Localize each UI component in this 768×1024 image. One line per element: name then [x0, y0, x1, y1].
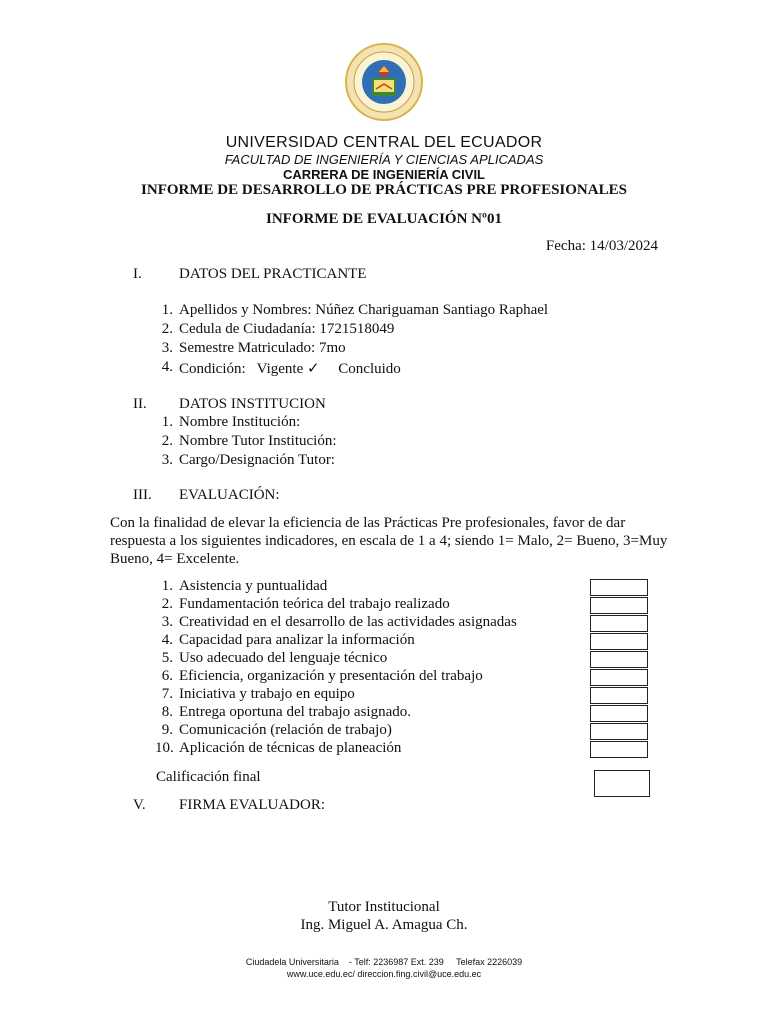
footer-address: Ciudadela Universitaria - Telf: 2236987 Ext. 239 Telefax 2226039	[245, 957, 523, 967]
section-2-heading	[133, 396, 633, 414]
section-2-number: II.	[133, 396, 147, 412]
evaluation-criteria-list: 1. Asistencia y puntualidad 2. Fundamentación teórica del trabajo realizado 3. Creatividad en el desarrollo de las actividades asignadas 4. Capacidad para analizar la información 5. Uso adecuado del lenguaje técnico 6. Eficiencia, organización y presentación del trabajo 7. Iniciativa y trabajo en equipo 8. Entrega oportuna del trabajo asignado. 9. Comunicación (relación de trabajo) 10. Aplicación de técnicas de planeación	[155, 578, 517, 756]
section-3-number: III.	[133, 487, 152, 503]
signature-name: Ing. Miguel A. Amagua Ch.	[300, 917, 468, 933]
faculty-name: FACULTAD DE INGENIERÍA Y CIENCIAS APLICADAS	[224, 152, 544, 167]
score-box-1[interactable]	[590, 579, 648, 596]
footer-contact: www.uce.edu.ec/ direccion.fing.civil@uce.edu.ec	[286, 969, 482, 979]
score-box-10[interactable]	[590, 741, 648, 758]
section-1-number: I.	[133, 266, 142, 282]
section-5-title: FIRMA EVALUADOR:	[179, 797, 325, 813]
career-name: CARRERA DE INGENIERÍA CIVIL	[283, 167, 485, 182]
section-5-heading	[133, 797, 633, 815]
score-box-8[interactable]	[590, 705, 648, 722]
section-1-title: DATOS DEL PRACTICANTE	[179, 266, 367, 282]
evaluation-title: INFORME DE EVALUACIÓN Nº01	[266, 211, 502, 227]
report-date: Fecha: 14/03/2024	[545, 238, 658, 254]
score-box-6[interactable]	[590, 669, 648, 686]
section-2-title: DATOS INSTITUCION	[179, 396, 326, 412]
score-box-3[interactable]	[590, 615, 648, 632]
section-3-title: EVALUACIÓN:	[179, 487, 280, 503]
signature-role: Tutor Institucional	[328, 899, 440, 915]
score-box-2[interactable]	[590, 597, 648, 614]
institucion-list: 1. Nombre Institución: 2. Nombre Tutor Institución: 3. Cargo/Designación Tutor:	[161, 414, 337, 468]
score-box-4[interactable]	[590, 633, 648, 650]
score-box-9[interactable]	[590, 723, 648, 740]
university-seal-logo	[343, 42, 425, 122]
final-score-box[interactable]	[594, 770, 650, 797]
score-box-7[interactable]	[590, 687, 648, 704]
section-3-heading	[133, 487, 633, 505]
section-1-heading	[133, 266, 633, 284]
score-box-5[interactable]	[590, 651, 648, 668]
report-title: INFORME DE DESARROLLO DE PRÁCTICAS PRE PROFESIONALES	[141, 182, 627, 198]
evaluation-instructions: Con la finalidad de elevar la eficiencia de las Prácticas Pre profesionales, favor de dar respuesta a los siguientes indicadores, en escala de 1 a 4; siendo 1= Malo, 2= Bueno, 3=Muy Bueno, 4= Excelente.	[110, 515, 668, 567]
practicante-list: 1. Apellidos y Nombres: Núñez Chariguaman Santiago Raphael 2. Cedula de Ciudadanía: 1721518049 3. Semestre Matriculado: 7mo 4. Condición: Vigente ✓ Concluido	[161, 302, 549, 377]
section-5-number: V.	[133, 797, 146, 813]
university-name: UNIVERSIDAD CENTRAL DEL ECUADOR	[225, 134, 543, 151]
final-score-label: Calificación final	[156, 769, 261, 785]
